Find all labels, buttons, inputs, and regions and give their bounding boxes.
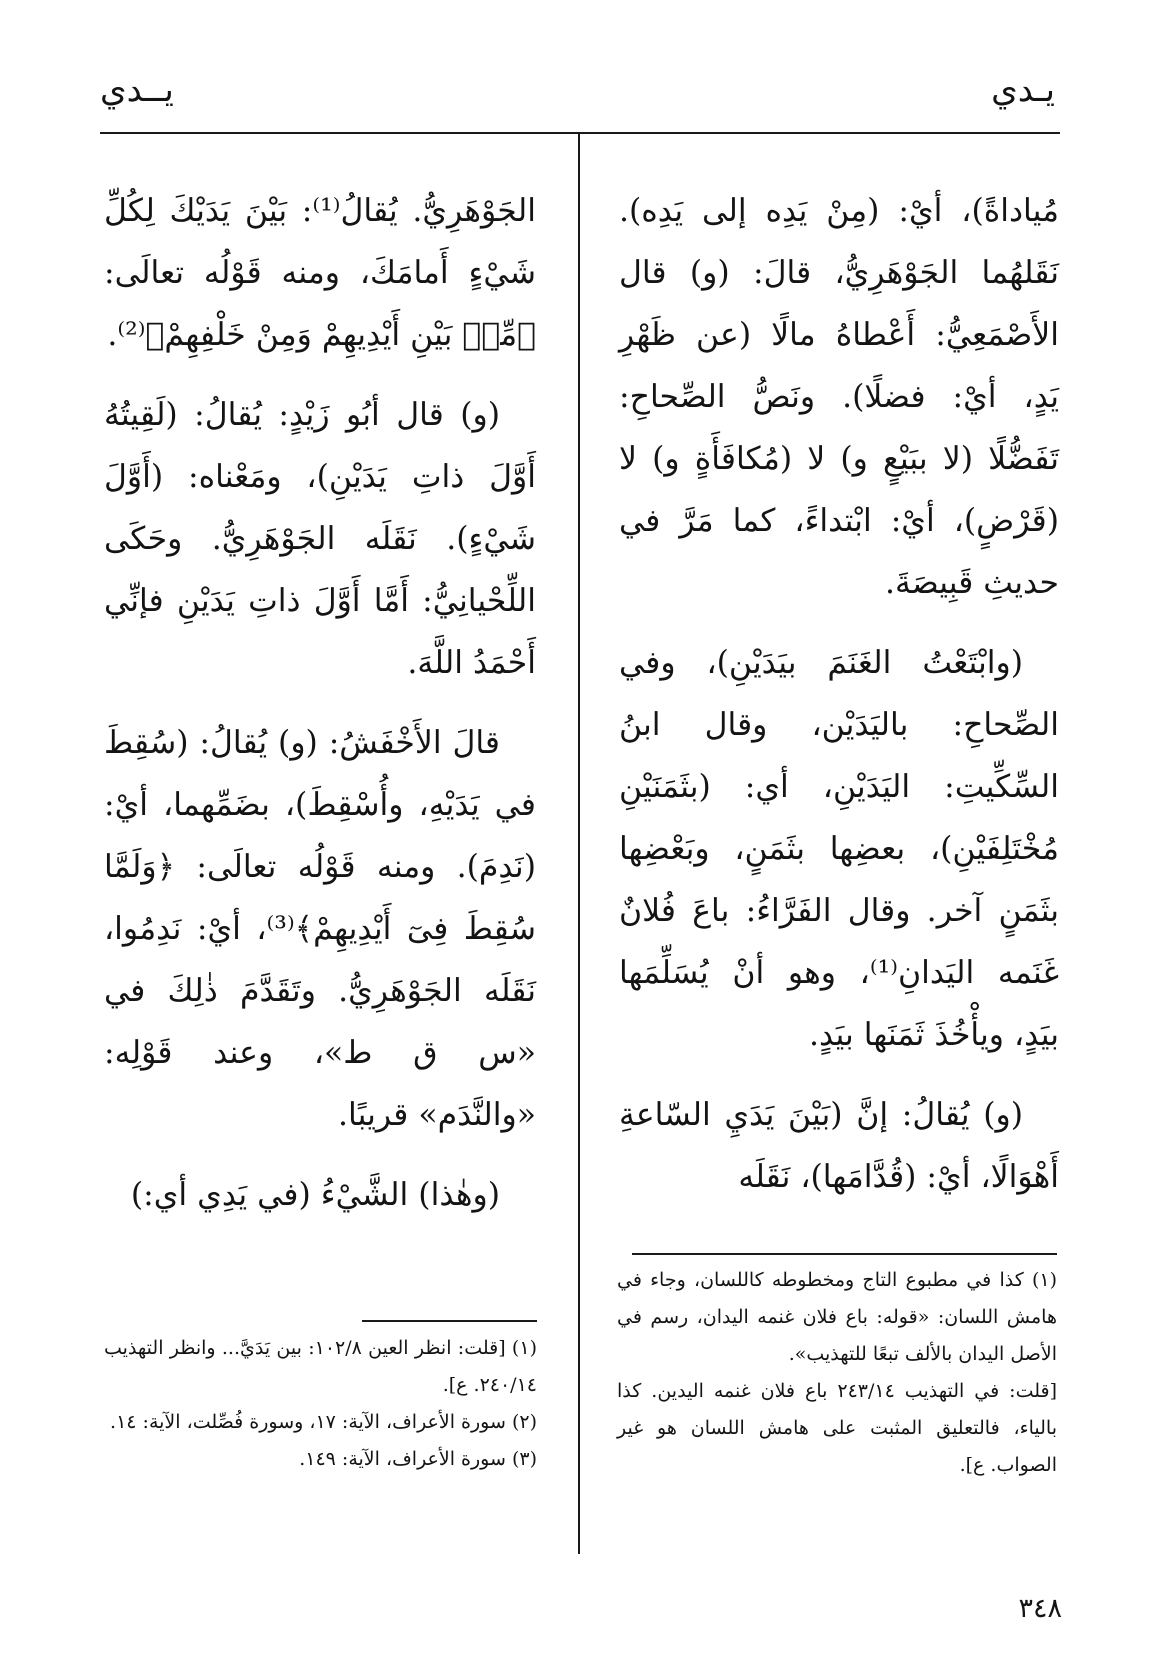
footnotes-right [617,1262,1057,1484]
running-header-right: يـدي [991,70,1055,110]
footnote-right-2: [قلت: في التهذيب ٢٤٣/١٤ باع فلان غنمه اليدين. كذا بالياء، فالتعليق المثبت على هامش اللسان هو غير الصواب. ع]. [617,1380,1058,1476]
footnote-rule-right [632,1253,1057,1255]
right-column [619,180,1059,1226]
left-paragraph-2: (و) قال أبُو زَيْدٍ: يُقالُ: (لَقِيتُهُ أَوَّلَ ذاتِ يَدَيْنِ)، ومَعْناه: (أَوَّلَ شَيْءٍ). نَقَلَه الجَوْهَرِيُّ. وحَكَى اللِّحْيانِيُّ: أَمَّا أَوَّلَ ذاتِ يَدَيْنِ فإنِّي أَحْمَدُ اللَّهَ. [104,397,536,681]
right-paragraph-1: مُياداةً)، أيْ: (مِنْ يَدِه إلى يَدِه). نَقَلهُما الجَوْهَرِيُّ، قالَ: (و) قال الأَصْمَعِيُّ: أَعْطاهُ مالًا (عن ظَهْرِ يَدٍ، أيْ: فضلًا). ونَصُّ الصِّحاحِ: تَفَضُّلًا (لا ببَيْعٍ و) لا (مُكافَأَةٍ و) لا (قَرْضٍ)، أيْ: ابْتداءً، كما مَرَّ في حديثِ قَبِيصَةَ. [619,193,1059,601]
footnote-left-1: (١) [قلت: انظر العين ١٠٢/٨: بين يَدَيَّ... وانظر التهذيب ٢٤٠/١٤. ع]. [104,1337,537,1396]
footnote-left-3: (٣) سورة الأعراف، الآية: ١٤٩. [299,1448,537,1470]
right-paragraph-3: (و) يُقالُ: إنَّ (بَيْنَ يَدَيِ السّاعةِ أَهْوَالًا، أيْ: (قُدَّامَها)، نَقَلَه [619,1097,1059,1195]
page-number: ٣٤٨ [1018,1593,1062,1624]
left-column [104,180,536,1244]
right-paragraph-2: (وابْتَعْتُ الغَنَمَ بيَدَيْنِ)، وفي الصِّحاحِ: باليَدَيْن، وقال ابنُ السِّكِّيتِ: اليَدَيْنِ، أي: (بثَمَنَيْنِ مُخْتَلِفَيْنِ)، بعضِها بثَمَنٍ، وبَعْضِها بثَمَنٍ آخر. وقال الفَرَّاءُ: باعَ فُلانٌ غَنَمه اليَدانِ⁽¹⁾، وهو أنْ يُسَلِّمَها بيَدٍ، ويأْخُذَ ثَمَنَها بيَدٍ. [619,645,1059,1053]
footnotes-left [104,1330,537,1478]
column-divider [578,134,580,1554]
footnote-rule-left [362,1320,537,1322]
header-rule [100,132,1060,134]
left-paragraph-4: (وهٰذا) الشَّيْءُ (في يَدِي أي:) [130,1177,500,1213]
footnote-left-2: (٢) سورة الأعراف، الآية: ١٧، وسورة فُصِّلت، الآية: ١٤. [110,1411,537,1433]
running-header-left: يــدي [100,70,174,110]
footnote-right-1: (١) كذا في مطبوع التاج ومخطوطه كاللسان، وجاء في هامش اللسان: «قوله: باع فلان غنمه اليدان، رسم في الأصل اليدان بالألف تبعًا للتهذيب». [617,1269,1057,1365]
left-paragraph-1: الجَوْهَرِيُّ. يُقالُ⁽¹⁾: بَيْنَ يَدَيْكَ لِكُلِّ شَيْءٍ أَمامَكَ، ومنه قَوْلُه تعالَى: ﴿مِّنۢ بَيْنِ أَيْدِيهِمْ وَمِنْ خَلْفِهِمْ﴾⁽²⁾. [104,193,536,353]
left-paragraph-3: قالَ الأَخْفَشُ: (و) يُقالُ: (سُقِطَ في يَدَيْهِ، وأُسْقِطَ)، بضَمِّهما، أيْ: (نَدِمَ). ومنه قَوْلُه تعالَى: ﴿وَلَمَّا سُقِطَ فِىٓ أَيْدِيهِمْ﴾⁽³⁾، أيْ: نَدِمُوا، نَقَلَه الجَوْهَرِيُّ. وتَقَدَّمَ ذٰلِكَ في «س ق ط»، وعند قَوْلِه: «والنَّدَم» قريبًا. [104,725,536,1133]
